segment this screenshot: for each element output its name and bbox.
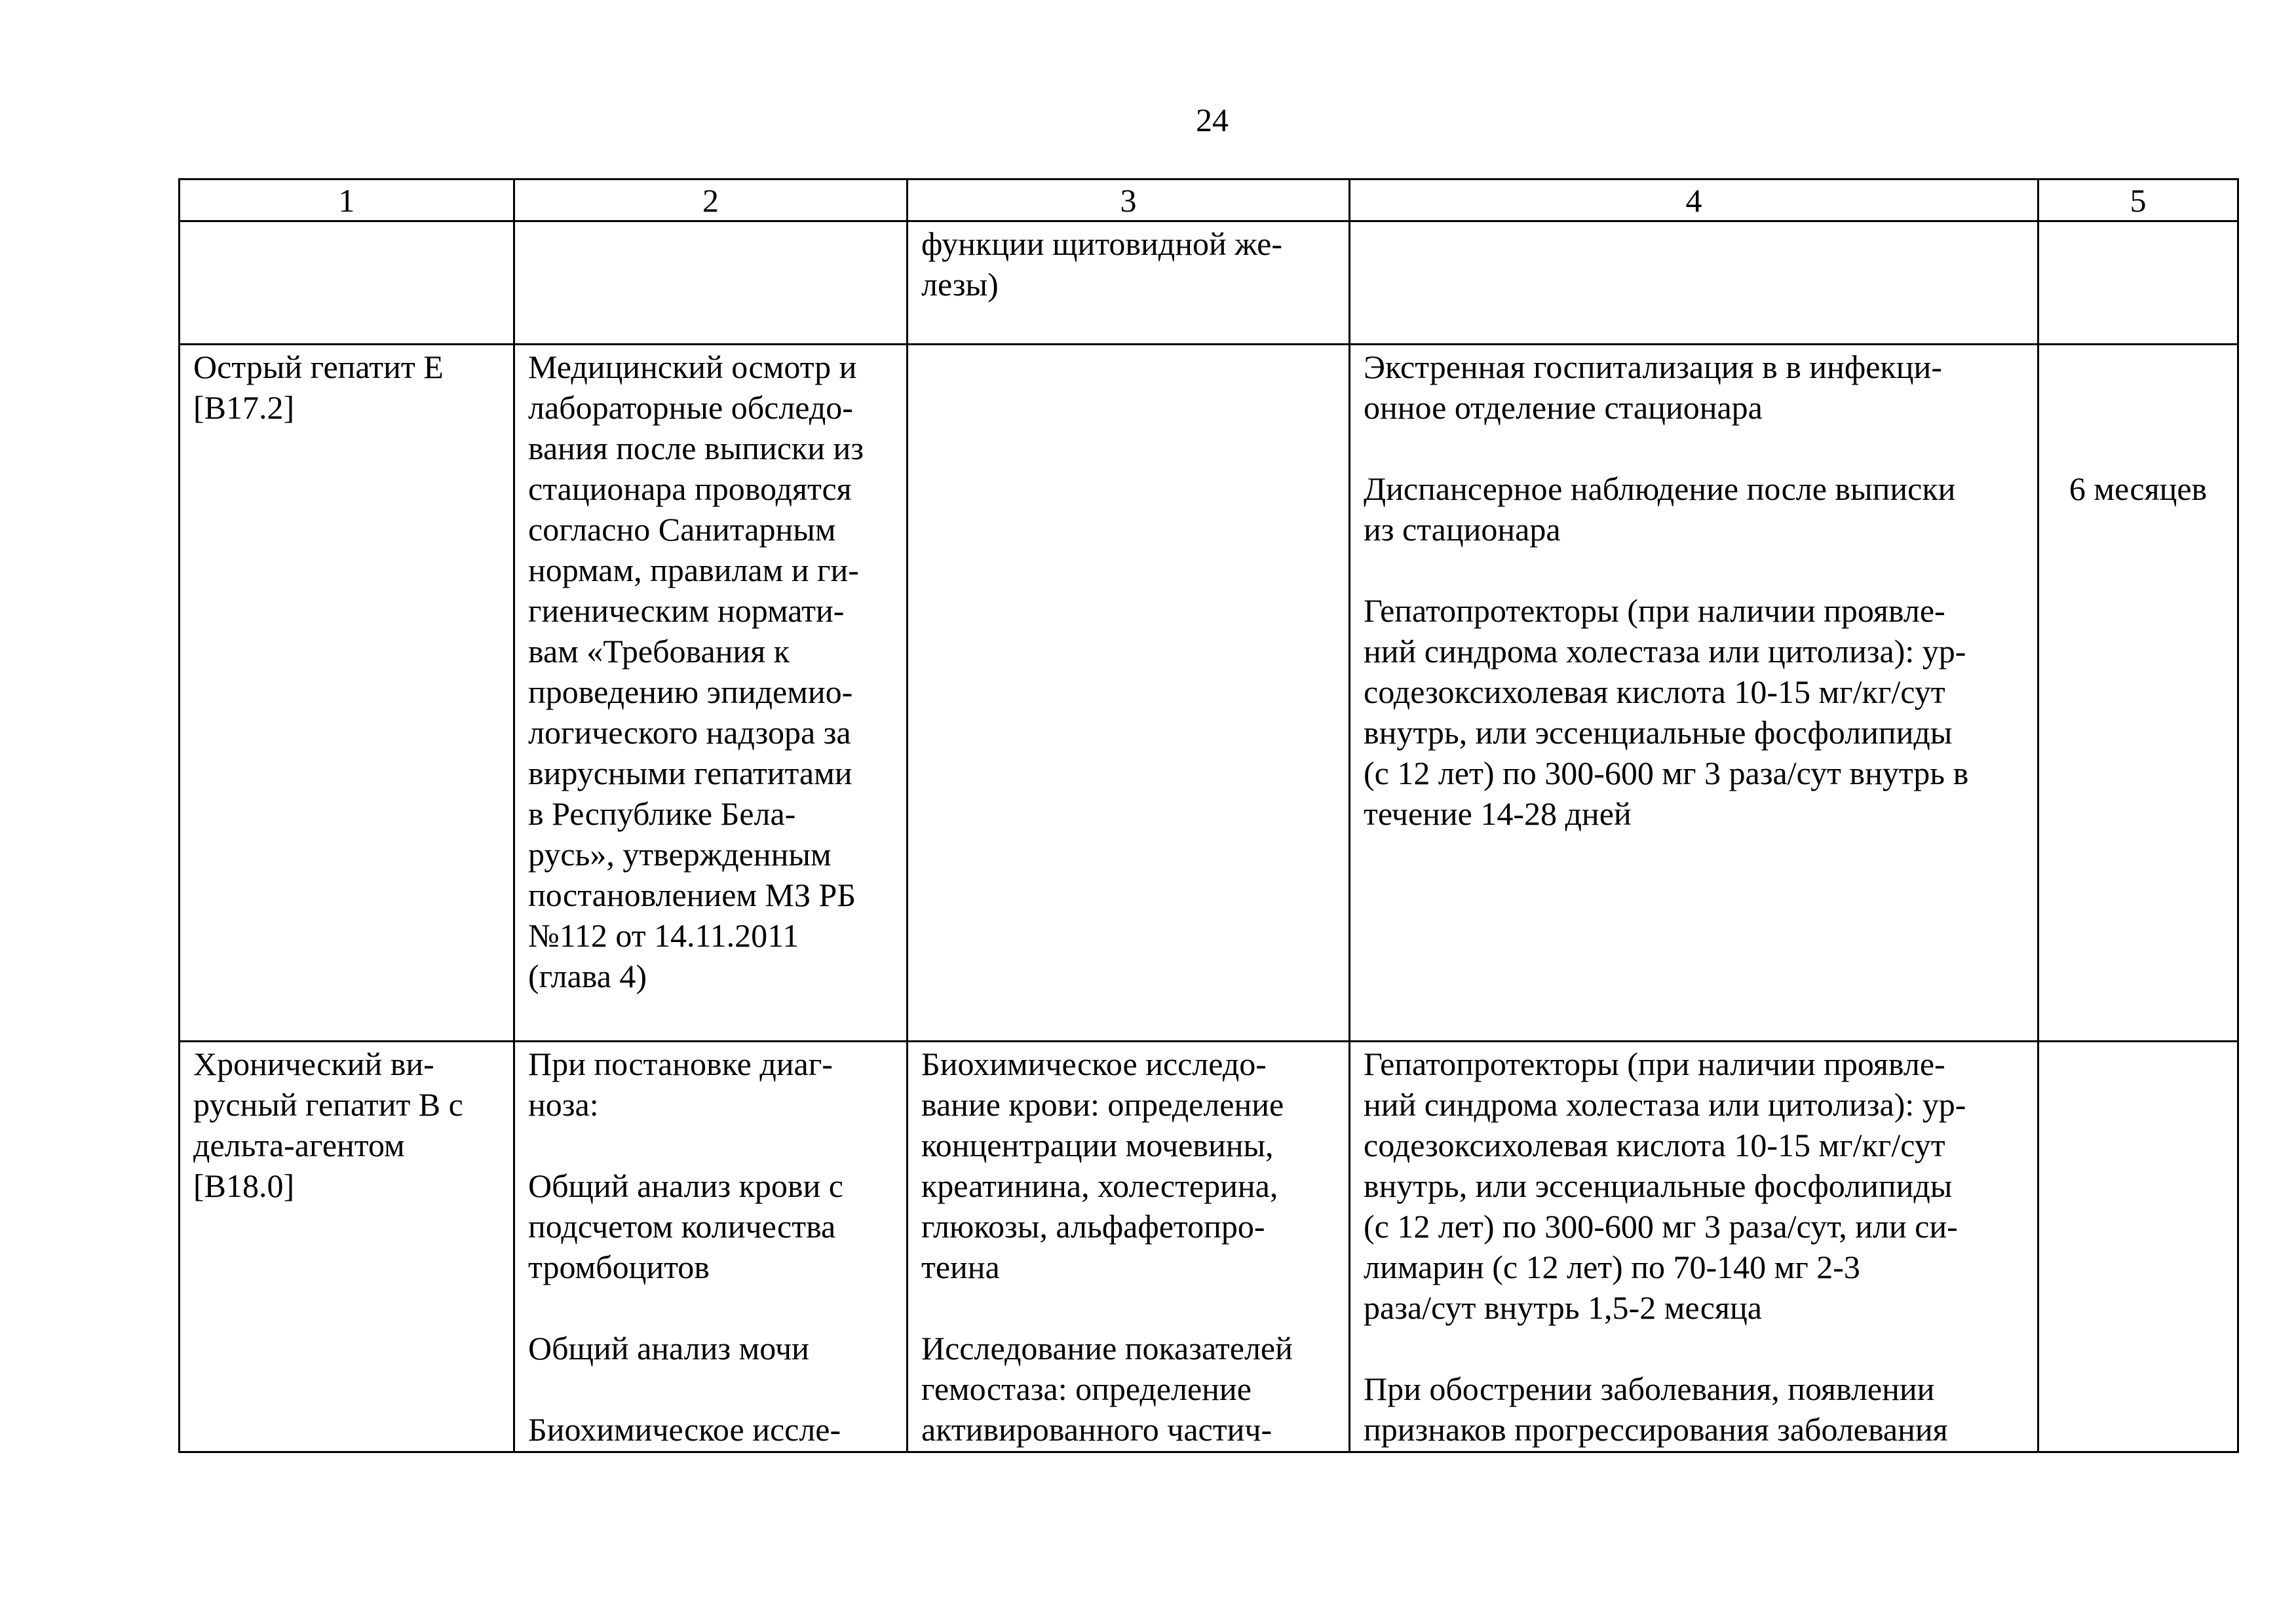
cell-text-line: Острый гепатит Е — [193, 349, 444, 385]
cell-text-line: из стационара — [1364, 511, 1561, 548]
cell-text-line: русный гепатит В с — [193, 1086, 463, 1123]
cell-text-line: подсчетом количества — [528, 1208, 836, 1245]
cell-col2 — [514, 221, 908, 345]
cell-text-line: внутрь, или эссенциальные фосфолипиды — [1364, 714, 1953, 751]
cell-disease — [180, 1042, 514, 1452]
cell-col3 — [908, 221, 1350, 345]
cell-text-line: лимарин (с 12 лет) по 70-140 мг 2-3 — [1364, 1249, 1860, 1285]
cell-text-line: ноза: — [528, 1086, 599, 1123]
clinical-protocol-table — [178, 178, 2239, 1453]
cell-col2 — [514, 1042, 908, 1452]
paragraph-gap — [528, 1125, 893, 1165]
column-header-5: 5 — [2038, 179, 2238, 221]
cell-text-line: Исследование показателей — [921, 1330, 1293, 1367]
cell-disease — [180, 221, 514, 345]
paragraph-gap — [1364, 428, 2024, 468]
cell-text-line: [В17.2] — [193, 389, 295, 426]
cell-text-line: дельта-агентом — [193, 1127, 405, 1163]
cell-text-line: Биохимическое иссле- — [528, 1411, 841, 1448]
cell-text-line: При постановке диаг- — [528, 1046, 833, 1082]
cell-text-line: вам «Требования к — [528, 633, 790, 670]
cell-text-line: концентрации мочевины, — [921, 1127, 1274, 1163]
cell-text-line: Диспансерное наблюдение после выписки — [1364, 470, 1956, 507]
cell-text-line: №112 от 14.11.2011 — [528, 917, 799, 954]
cell-text-line: раза/сут внутрь 1,5-2 месяца — [1364, 1289, 1762, 1326]
paragraph-gap — [528, 1287, 893, 1328]
cell-text-line: (с 12 лет) по 300-600 мг 3 раза/сут внутрь в — [1364, 755, 1969, 791]
cell-col5 — [2038, 1042, 2238, 1452]
column-header-2: 2 — [514, 179, 908, 221]
cell-text-line: признаков прогрессирования заболевания — [1364, 1411, 1948, 1448]
column-header-1: 1 — [180, 179, 514, 221]
cell-text-line: [В18.0] — [193, 1167, 295, 1204]
cell-text-line: нормам, правилам и ги- — [528, 552, 859, 588]
table-row — [180, 1042, 2238, 1452]
cell-col5 — [2038, 345, 2238, 1042]
cell-text-line: содезоксихолевая кислота 10-15 мг/кг/сут — [1364, 673, 1945, 710]
paragraph-gap — [528, 1369, 893, 1409]
column-header-3: 3 — [908, 179, 1350, 221]
cell-text-line: активированного частич- — [921, 1411, 1272, 1448]
cell-col4 — [1350, 221, 2038, 345]
column-header-4: 4 — [1350, 179, 2038, 221]
cell-text-line: глюкозы, альфафетопро- — [921, 1208, 1265, 1245]
cell-text-line: онное отделение стационара — [1364, 389, 1763, 426]
cell-text-line: вание крови: определение — [921, 1086, 1284, 1123]
cell-text-line: Экстренная госпитализация в в инфекци- — [1364, 349, 1942, 385]
cell-text-line: гиеническим нормати- — [528, 592, 845, 629]
paragraph-gap — [921, 1287, 1335, 1328]
observation-period: 6 месяцев — [2069, 470, 2208, 507]
cell-text-line: Гепатопротекторы (при наличии проявле- — [1364, 592, 1945, 629]
cell-text-line: содезоксихолевая кислота 10-15 мг/кг/сут — [1364, 1127, 1945, 1163]
cell-text-line: ний синдрома холестаза или цитолиза): ур- — [1364, 633, 1966, 670]
cell-col3 — [908, 345, 1350, 1042]
cell-text-line: (глава 4) — [528, 958, 647, 994]
paragraph-gap — [1364, 550, 2024, 590]
cell-text-line: логического надзора за — [528, 714, 851, 751]
cell-col3 — [908, 1042, 1350, 1452]
cell-text-line: вания после выписки из — [528, 430, 864, 466]
table-header-row — [180, 179, 2238, 221]
cell-col5 — [2038, 221, 2238, 345]
cell-text-line: тромбоцитов — [528, 1249, 710, 1285]
cell-disease — [180, 345, 514, 1042]
cell-text-line: ний синдрома холестаза или цитолиза): ур- — [1364, 1086, 1966, 1123]
cell-col2 — [514, 345, 908, 1042]
table-row — [180, 345, 2238, 1042]
cell-col4 — [1350, 1042, 2038, 1452]
cell-text-line: в Республике Бела- — [528, 795, 796, 832]
cell-text-line: Биохимическое исследо- — [921, 1046, 1267, 1082]
cell-text-line: течение 14-28 дней — [1364, 795, 1632, 832]
cell-text-line: (с 12 лет) по 300-600 мг 3 раза/сут, или си- — [1364, 1208, 1958, 1245]
cell-text-line: Общий анализ мочи — [528, 1330, 809, 1367]
cell-text-line: стационара проводятся — [528, 470, 852, 507]
cell-text-line: вирусными гепатитами — [528, 755, 852, 791]
table-row — [180, 221, 2238, 345]
cell-text-line: функции щитовидной же- — [921, 225, 1282, 262]
cell-text-line: внутрь, или эссенциальные фосфолипиды — [1364, 1167, 1953, 1204]
cell-text-line: лабораторные обследо- — [528, 389, 853, 426]
cell-text-line: лезы) — [921, 266, 999, 303]
cell-text-line: Гепатопротекторы (при наличии проявле- — [1364, 1046, 1945, 1082]
cell-text-line: Общий анализ крови с — [528, 1167, 843, 1204]
cell-text-line: согласно Санитарным — [528, 511, 836, 548]
paragraph-gap — [1364, 1328, 2024, 1369]
cell-text-line: теина — [921, 1249, 1000, 1285]
cell-text-line: гемостаза: определение — [921, 1370, 1252, 1407]
cell-text-line: Хронический ви- — [193, 1046, 434, 1082]
cell-text-line: русь», утвержденным — [528, 836, 832, 873]
cell-text-line: постановлением МЗ РБ — [528, 877, 856, 913]
cell-text-line: При обострении заболевания, появлении — [1364, 1370, 1935, 1407]
cell-text-line: Медицинский осмотр и — [528, 349, 857, 385]
cell-col4 — [1350, 345, 2038, 1042]
cell-text-line: креатинина, холестерина, — [921, 1167, 1278, 1204]
page-number: 24 — [1196, 102, 1229, 138]
cell-text-line: проведению эпидемио- — [528, 673, 853, 710]
